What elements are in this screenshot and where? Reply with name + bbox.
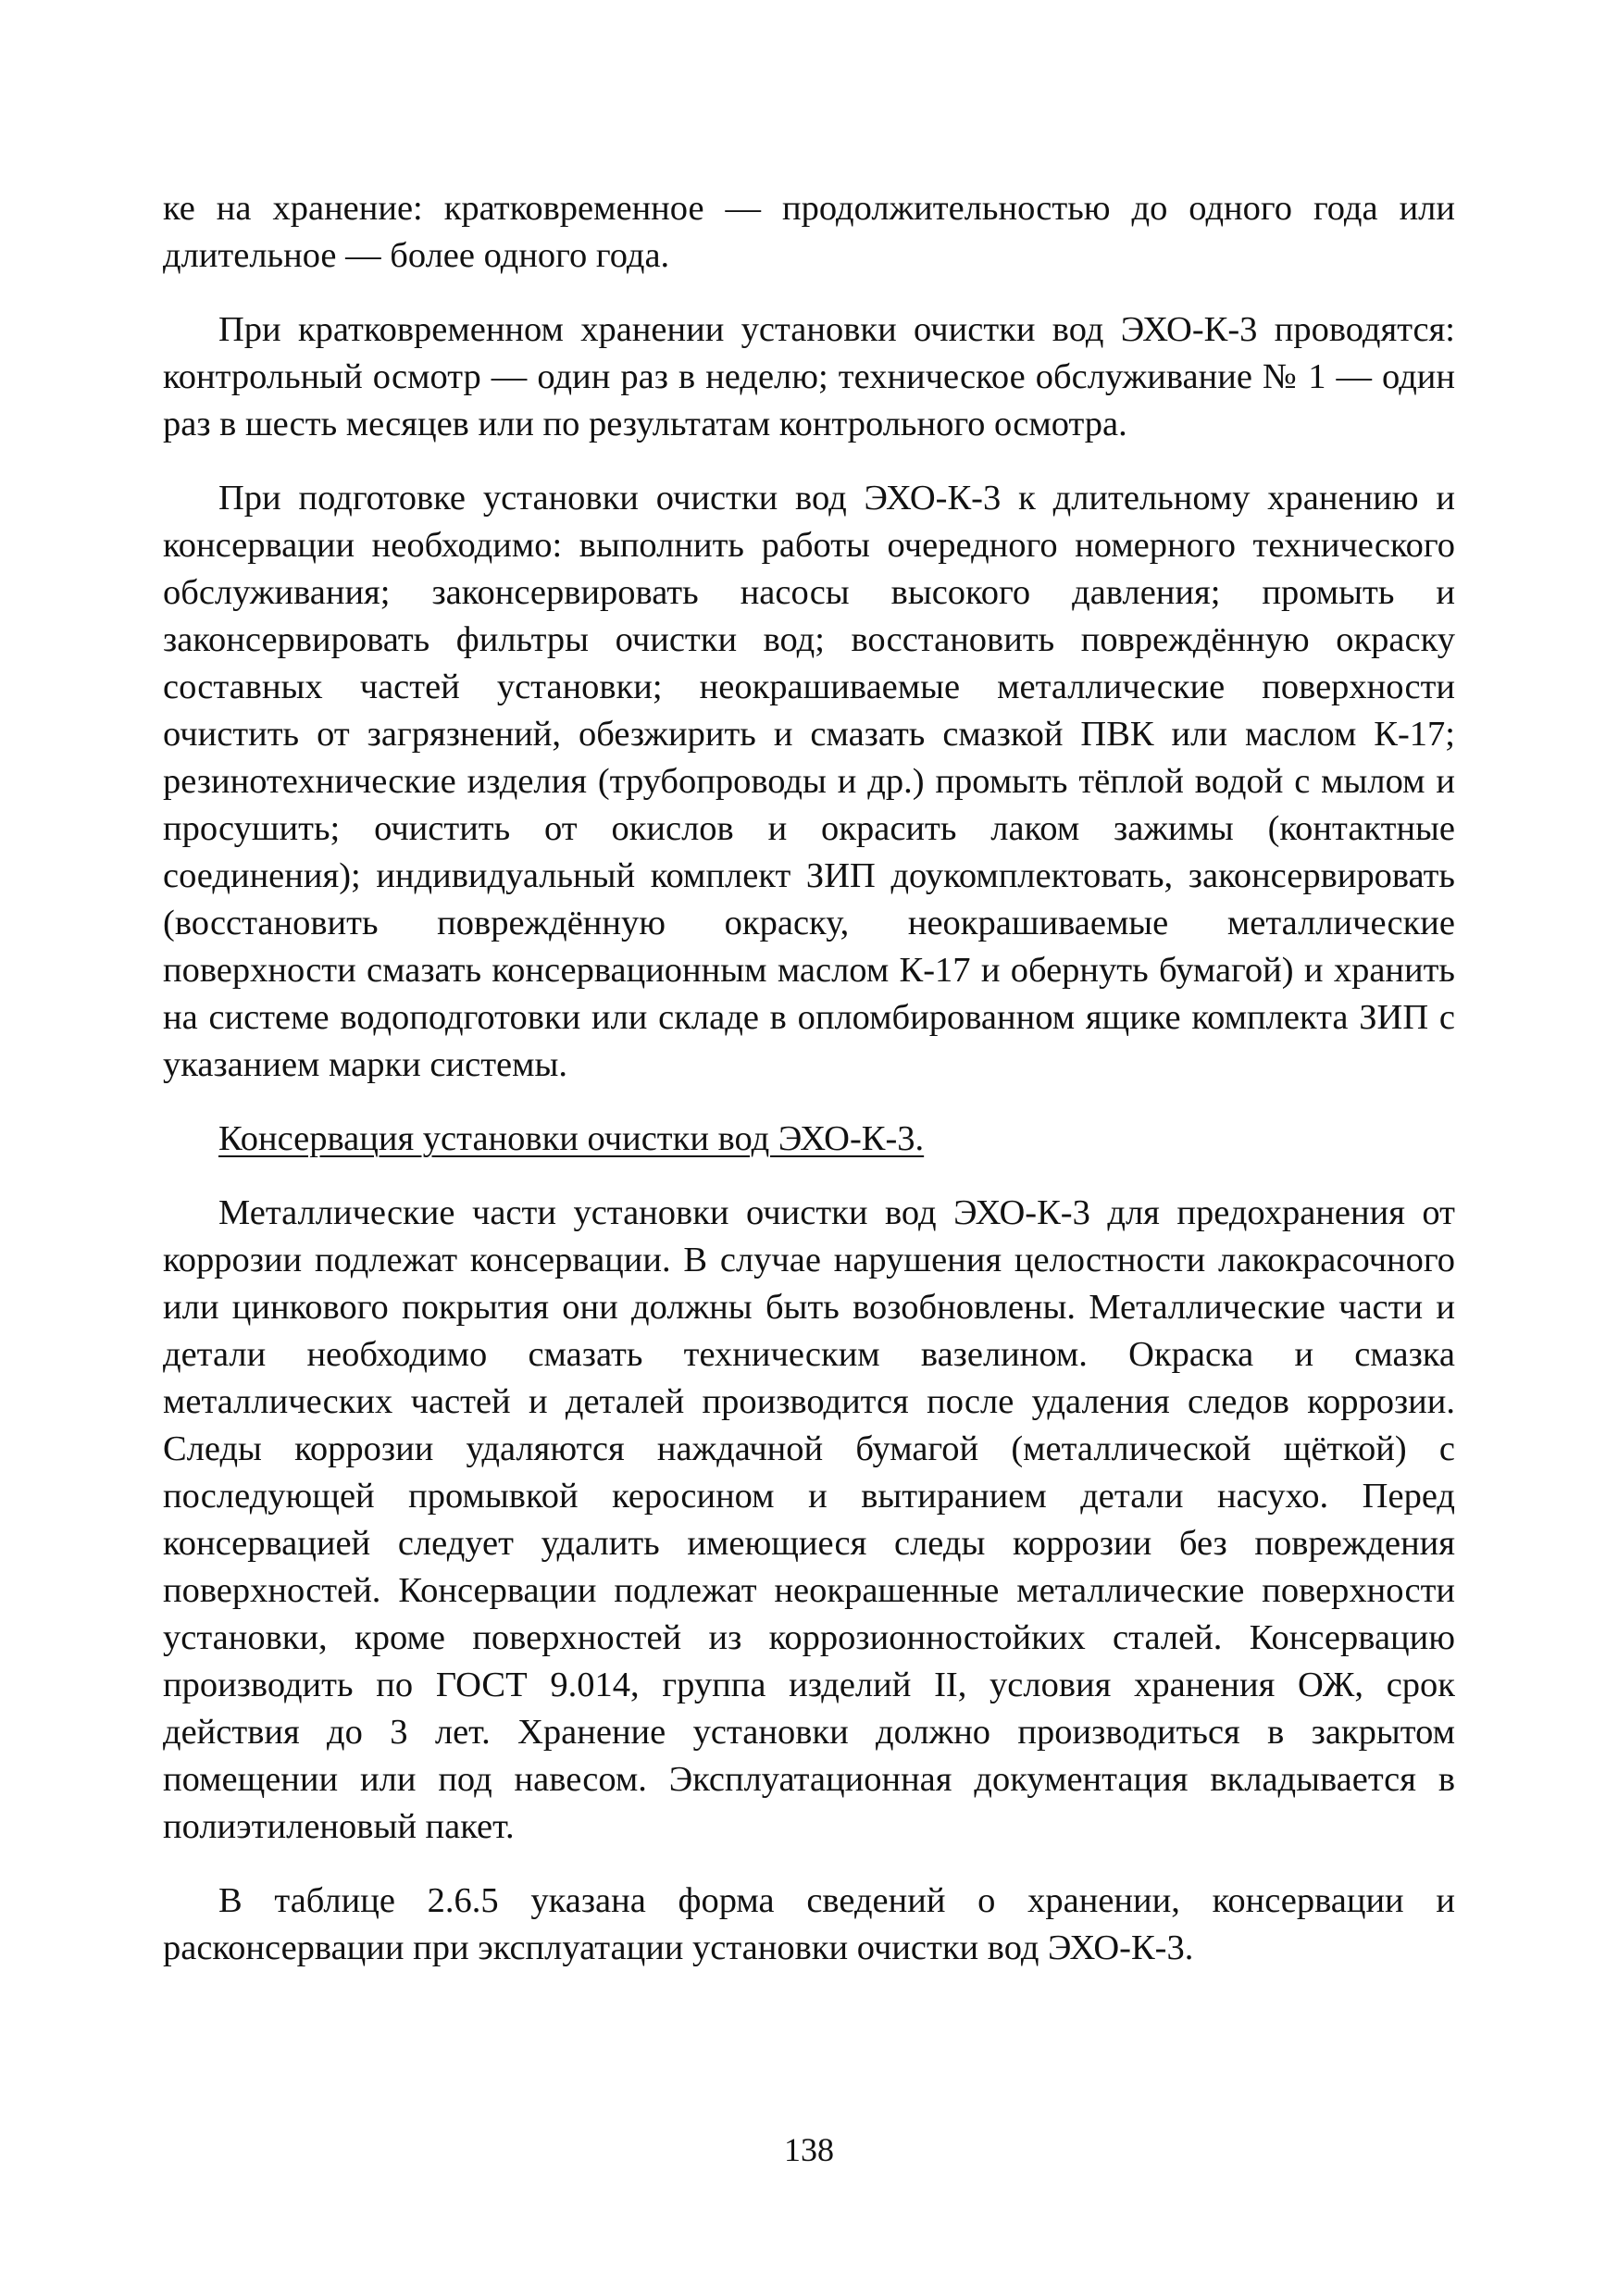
paragraph-conservation: Металлические части установки очистки вод ЭХО-К-3 для предохранения от коррозии подлежат консервации. В случае нарушения целостности лакокрасочного или цинкового покрытия они должны быть возобновлены. Металлические части и детали необходимо смазать техническим вазелином. Окраска и смазка металлических частей и деталей производится после удаления следов коррозии. Следы коррозии удаляются наждачной бумагой (металлической щёткой) с последующей промывкой керосином и вытиранием детали насухо. Перед консервацией следует удалить имеющиеся следы коррозии без повреждения поверхностей. Консервации подлежат неокрашенные металлические поверхности установки, кроме поверхностей из коррозионностойких сталей. Консервацию производить по ГОСТ 9.014, группа изделий II, условия хранения ОЖ, срок действия до 3 лет. Хранение установки должно производиться в закрытом помещении или под навесом. Эксплуатационная документация вкладывается в полиэтиленовый пакет. <box>163 1193 1455 1846</box>
section-heading-text: Консервация установки очистки вод ЭХО-К-3. <box>218 1119 925 1158</box>
page-number: 138 <box>784 2131 834 2168</box>
paragraph-long-term-storage: При подготовке установки очистки вод ЭХО-К-3 к длительному хранению и консервации необходимо: выполнить работы очередного номерного технического обслуживания; законсервировать насосы высокого давления; промыть и законсервировать фильтры очистки вод; восстановить повреждённую окраску составных частей установки; неокрашиваемые металлические поверхности очистить от загрязнений, обезжирить и смазать смазкой ПВК или маслом К-17; резинотехнические изделия (трубопроводы и др.) промыть тёплой водой с мылом и просушить; очистить от окислов и окрасить лаком зажимы (контактные соединения); индивидуальный комплект ЗИП доукомплектовать, законсервировать (восстановить повреждённую окраску, неокрашиваемые металлические поверхности смазать консервационным маслом К-17 и обернуть бумагой) и хранить на системе водоподготовки или складе в опломбированном ящике комплекта ЗИП с указанием марки системы. <box>163 479 1455 1084</box>
section-heading <box>163 1116 1455 1163</box>
paragraph-continuation: ке на хранение: кратковременное — продолжительностью до одного года или длительное — более одного года. <box>163 189 1455 275</box>
paragraph-table-reference: В таблице 2.6.5 указана форма сведений о хранении, консервации и расконсервации при эксплуатации установки очистки вод ЭХО-К-3. <box>163 1881 1455 1967</box>
paragraph-short-term-storage: При кратковременном хранении установки очистки вод ЭХО-К-3 проводятся: контрольный осмотр — один раз в неделю; техническое обслуживание № 1 — один раз в шесть месяцев или по результатам контрольного осмотра. <box>163 310 1455 443</box>
document-page <box>163 185 1455 1999</box>
